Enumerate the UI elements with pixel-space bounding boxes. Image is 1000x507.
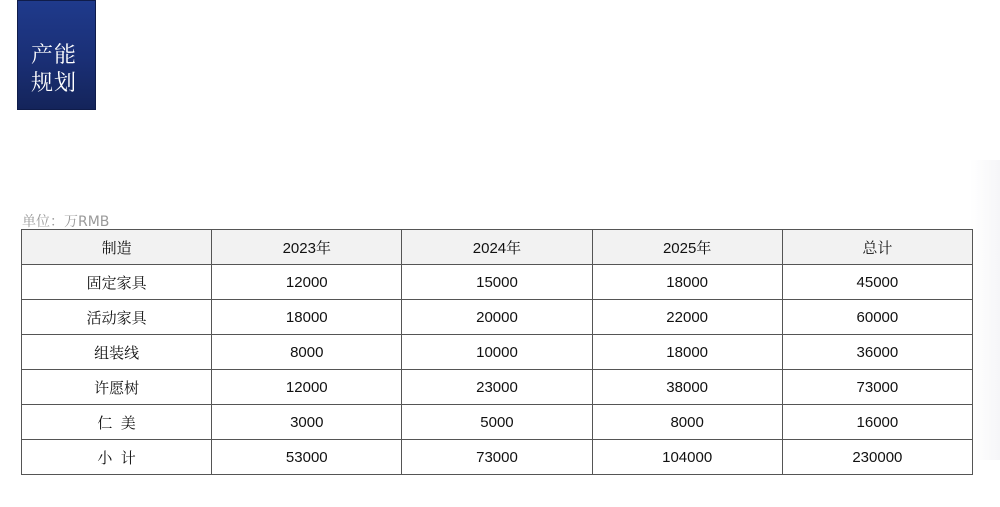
table-cell: 20000	[402, 300, 592, 335]
capacity-table	[21, 229, 973, 475]
table-cell: 5000	[402, 405, 592, 440]
table-cell: 8000	[592, 405, 782, 440]
header-cell-total: 总计	[782, 230, 972, 265]
table-cell: 18000	[212, 300, 402, 335]
table-row	[22, 335, 973, 370]
header-cell-2024: 2024年	[402, 230, 592, 265]
table-cell: 18000	[592, 335, 782, 370]
header-cell-2025: 2025年	[592, 230, 782, 265]
table-cell: 60000	[782, 300, 972, 335]
table-cell: 许愿树	[22, 370, 212, 405]
table-cell: 8000	[212, 335, 402, 370]
table-cell: 固定家具	[22, 265, 212, 300]
table-header-row	[22, 230, 973, 265]
table-cell: 73000	[782, 370, 972, 405]
table-cell: 104000	[592, 440, 782, 475]
table-row	[22, 300, 973, 335]
table-cell: 18000	[592, 265, 782, 300]
table-row	[22, 405, 973, 440]
table-cell: 组装线	[22, 335, 212, 370]
table-row	[22, 265, 973, 300]
header-cell-category: 制造	[22, 230, 212, 265]
slide-title: 产能 规划	[31, 43, 78, 96]
table-cell: 230000	[782, 440, 972, 475]
table-cell: 16000	[782, 405, 972, 440]
header-cell-2023: 2023年	[212, 230, 402, 265]
table-cell: 3000	[212, 405, 402, 440]
table-cell: 38000	[592, 370, 782, 405]
title-block	[17, 0, 96, 110]
table-cell: 15000	[402, 265, 592, 300]
table-cell: 小 计	[22, 440, 212, 475]
table-row-subtotal	[22, 440, 973, 475]
table-cell: 45000	[782, 265, 972, 300]
table-cell: 仁 美	[22, 405, 212, 440]
table-cell: 23000	[402, 370, 592, 405]
table-cell: 12000	[212, 370, 402, 405]
table-cell: 22000	[592, 300, 782, 335]
table-cell: 53000	[212, 440, 402, 475]
table-cell: 10000	[402, 335, 592, 370]
table-cell: 36000	[782, 335, 972, 370]
table-cell: 12000	[212, 265, 402, 300]
unit-label: 单位：万RMB	[22, 214, 110, 230]
table-cell: 活动家具	[22, 300, 212, 335]
table-row	[22, 370, 973, 405]
table-cell: 73000	[402, 440, 592, 475]
decorative-edge	[970, 160, 1000, 460]
